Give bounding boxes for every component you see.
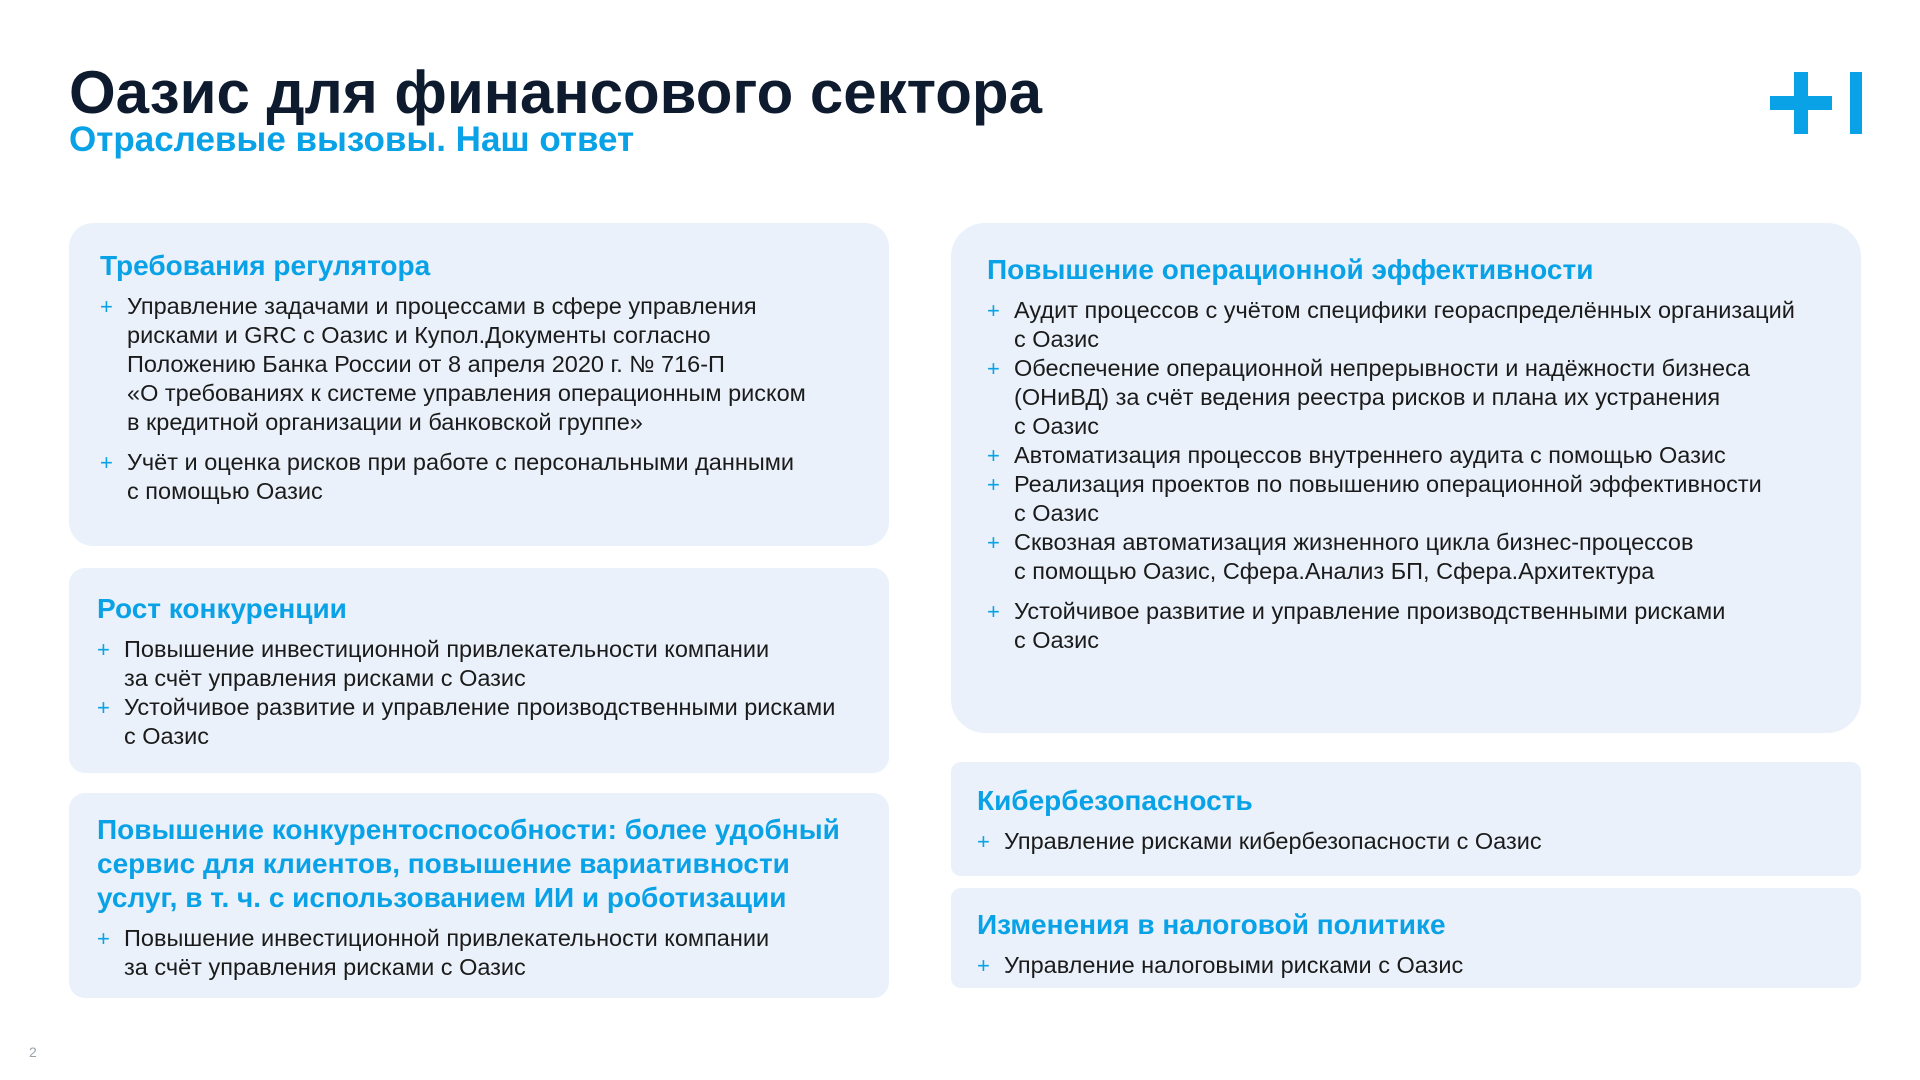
card-tax-list [977,951,1831,980]
card-efficiency [951,223,1861,733]
list-item-text: Обеспечение операционной непрерывности и надёжности бизнеса (ОНиВД) за счёт ведения реестра рисков и плана их устранения с Оазис [1014,355,1750,439]
card-tax [951,888,1861,988]
plus-bar-logo-icon [1770,70,1870,136]
list-item [987,470,1831,528]
list-item-text: Реализация проектов по повышению операционной эффективности с Оазис [1014,471,1762,526]
page-title: Оазис для финансового сектора [69,59,1042,126]
plus-bullet-icon: + [987,443,1000,468]
list-item [977,951,1831,980]
list-item-text: Управление рисками кибербезопасности с Оазис [1004,828,1542,854]
card-regulator [69,223,889,546]
plus-bullet-icon: + [977,829,990,854]
plus-bullet-icon: + [977,953,990,978]
plus-bullet-icon: + [987,530,1000,555]
list-item-text: Управление налоговыми рисками с Оазис [1004,952,1464,978]
card-regulator-list [100,292,859,506]
list-item [987,296,1831,354]
card-cyber-title: Кибербезопасность [977,785,1253,816]
plus-bullet-icon: + [100,450,113,475]
plus-bullet-icon: + [987,298,1000,323]
card-competition-list [97,635,859,751]
list-item-text: Повышение инвестиционной привлекательности компании за счёт управления рисками с Оазис [124,636,770,691]
card-efficiency-list [987,296,1831,655]
card-efficiency-title: Повышение операционной эффективности [987,254,1594,285]
card-competition [69,568,889,773]
plus-bullet-icon: + [100,294,113,319]
list-item-text: Повышение инвестиционной привлекательности компании за счёт управления рисками с Оазис [124,925,770,980]
list-item [987,441,1831,470]
plus-bullet-icon: + [987,356,1000,381]
list-item [987,528,1831,586]
list-item [100,448,859,506]
card-competitiveness-title: Повышение конкурентоспособности: более удобный сервис для клиентов, повышение вариативности услуг, в т. ч. с использованием ИИ и роботизации [97,814,840,913]
page-subtitle: Отраслевые вызовы. Наш ответ [69,120,635,159]
card-cyber-list [977,827,1831,856]
plus-bullet-icon: + [987,599,1000,624]
list-item [97,635,859,693]
card-competitiveness-list [97,924,859,982]
list-item [977,827,1831,856]
card-competitiveness [69,793,889,998]
list-item [987,597,1831,655]
plus-bullet-icon: + [97,926,110,951]
list-item [97,924,859,982]
list-item-text: Управление задачами и процессами в сфере управления рисками и GRC с Оазис и Купол.Документы согласно Положению Банка России от 8 апреля 2020 г. № 716-П «О требованиях к системе управления операционным риском в кредитной организации и банковской группе» [127,293,806,435]
list-item-text: Сквозная автоматизация жизненного цикла бизнес-процессов с помощью Оазис, Сфера.Анализ БП, Сфера.Архитектура [1014,529,1694,584]
list-item [987,354,1831,441]
plus-bullet-icon: + [97,695,110,720]
card-competition-title: Рост конкуренции [97,593,347,624]
list-item-text: Устойчивое развитие и управление производственными рисками с Оазис [124,694,836,749]
plus-bullet-icon: + [97,637,110,662]
card-regulator-title: Требования регулятора [100,250,431,281]
card-tax-title: Изменения в налоговой политике [977,909,1446,940]
plus-bullet-icon: + [987,472,1000,497]
list-item-text: Учёт и оценка рисков при работе с персональными данными с помощью Оазис [127,449,794,504]
list-item-text: Аудит процессов с учётом специфики геораспределённых организаций с Оазис [1014,297,1795,352]
list-item [100,292,859,437]
list-item-text: Автоматизация процессов внутреннего аудита с помощью Оазис [1014,442,1726,468]
page-number: 2 [29,1044,37,1060]
card-cyber [951,762,1861,876]
list-item-text: Устойчивое развитие и управление производственными рисками с Оазис [1014,598,1726,653]
list-item [97,693,859,751]
